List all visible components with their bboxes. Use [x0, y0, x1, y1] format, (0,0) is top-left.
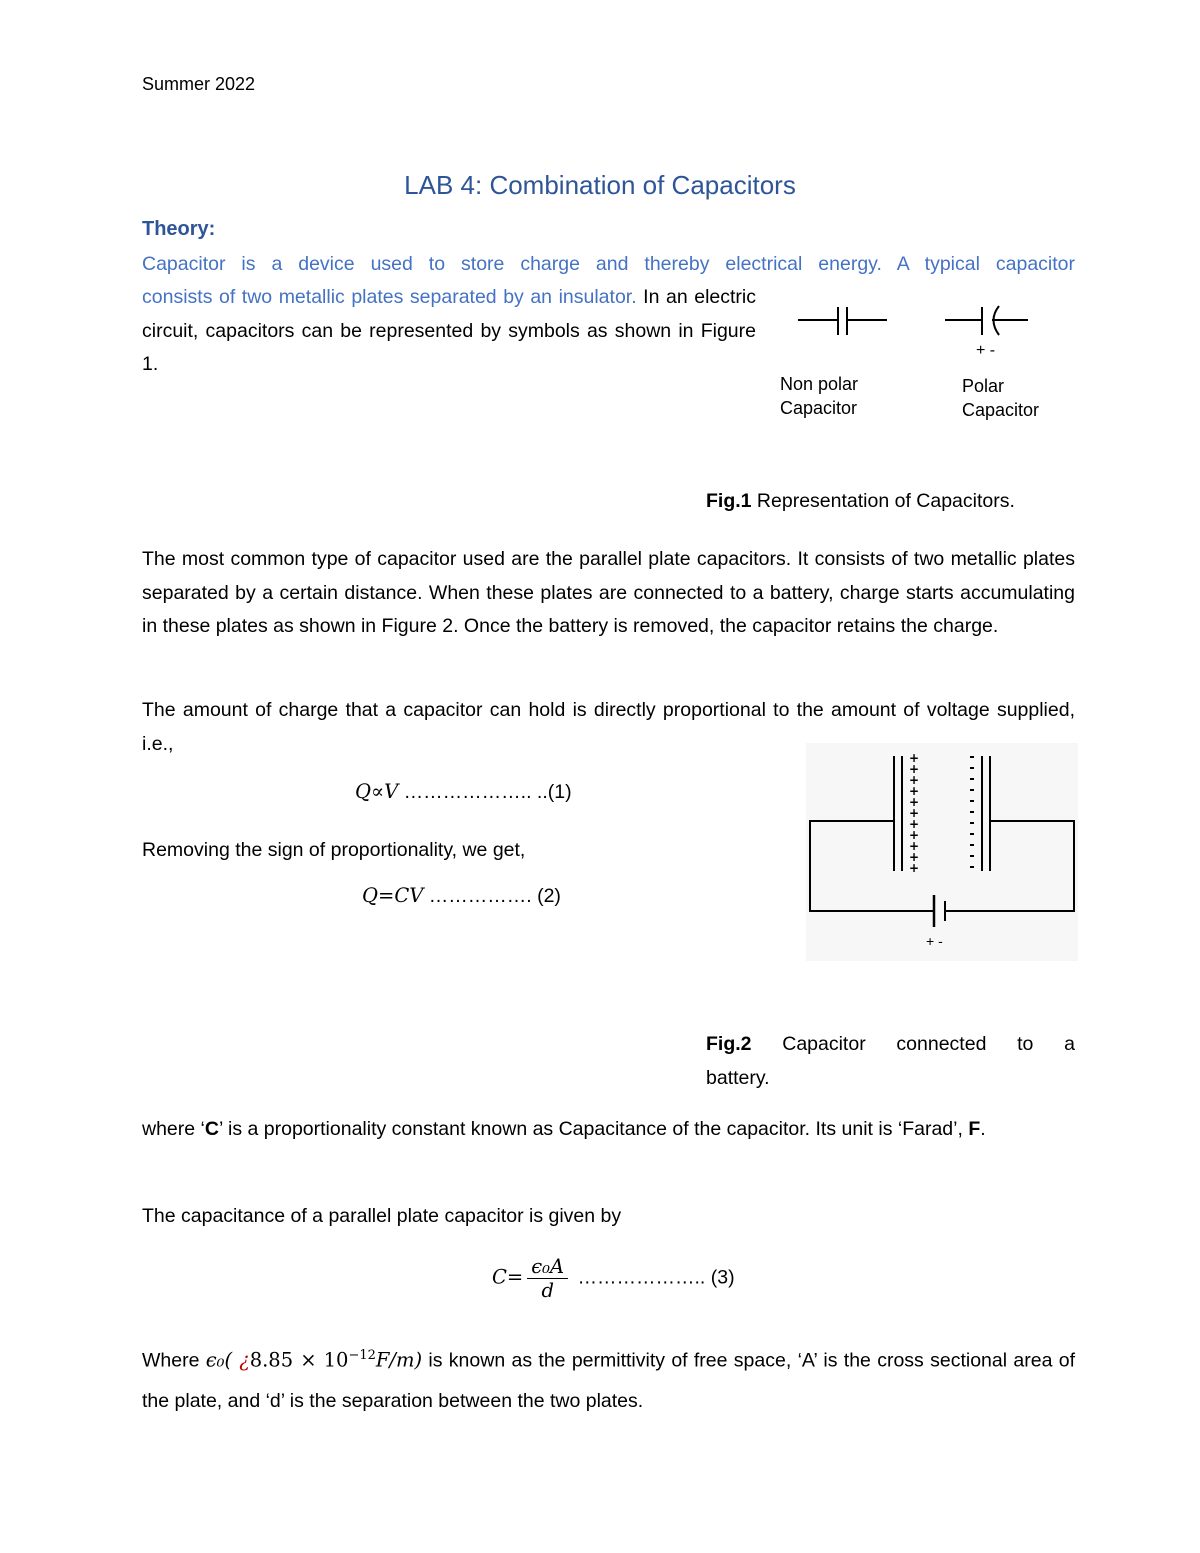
svg-text:+: + — [909, 773, 920, 787]
equation-2-dots: ……………. (2) — [423, 885, 561, 907]
polar-signs: + - — [976, 342, 996, 359]
paragraph-proportional: The amount of charge that a capacitor can hold is directly proportional to the amount of voltage supplied, i.e., — [142, 699, 1075, 755]
polar-capacitor-symbol — [945, 306, 1028, 335]
equation-2-expr: Q=CV — [362, 884, 424, 907]
paragraph-where-c — [142, 1113, 1075, 1147]
figure1-caption — [706, 490, 1015, 513]
permittivity-exponent: −12 — [348, 1348, 376, 1363]
paragraph-removing: Removing the sign of proportionality, we get, — [142, 839, 526, 861]
svg-text:+: + — [909, 839, 920, 853]
page-title: LAB 4: Combination of Capacitors — [404, 170, 796, 200]
text-segment: ) — [414, 1348, 423, 1372]
equation-1-expr: Q∝V — [355, 780, 399, 803]
svg-text:+: + — [909, 828, 920, 842]
svg-text:+: + — [909, 861, 920, 875]
equation-1 — [355, 780, 572, 804]
polar-label-1: Polar — [962, 376, 1005, 396]
svg-text:+: + — [909, 817, 920, 831]
permittivity-unit: F/m — [375, 1348, 415, 1372]
equation-3-dots: ……………….. (3) — [572, 1266, 735, 1289]
svg-text:+: + — [909, 762, 920, 776]
equation-3-denominator: d — [541, 1279, 554, 1302]
text-segment: where ‘ — [142, 1118, 205, 1140]
figure2-caption-word: to — [1017, 1033, 1034, 1055]
equation-3-lhs: C= — [492, 1265, 524, 1289]
figure2-caption-line2: battery. — [706, 1066, 770, 1089]
nonpolar-label-2: Capacitor — [780, 398, 858, 418]
stray-glyph: ¿ — [239, 1348, 250, 1372]
equation-3-numerator: ϵ₀A — [527, 1255, 568, 1279]
text-segment: Where — [142, 1349, 206, 1372]
figure2-caption-word: a — [1064, 1033, 1075, 1055]
nonpolar-label-1: Non polar — [780, 374, 859, 394]
paragraph-permittivity — [142, 1336, 1075, 1421]
figure2-caption-word: connected — [896, 1033, 987, 1055]
figure1-caption-text: Representation of Capacitors. — [751, 490, 1015, 512]
permittivity-value: 8.85 × 10 — [249, 1348, 349, 1372]
svg-text:+: + — [909, 806, 920, 820]
figure2-circuit — [806, 743, 1078, 961]
paragraph-parallel-plate: The most common type of capacitor used are the parallel plate capacitors. It consists of two metallic plates separated by a certain distance. When these plates are connected to a battery, charge starts accumulating in these plates as shown in Figure 2. Once the battery is removed, the capacitor retains the charge. — [142, 548, 1075, 637]
symbol-f: F — [968, 1118, 981, 1140]
polar-label-2: Capacitor — [962, 400, 1040, 420]
positive-charges — [909, 751, 919, 875]
equation-3-fraction — [527, 1255, 568, 1302]
figure2-caption-word: Capacitor — [782, 1033, 866, 1055]
theory-intro-black: In an electric circuit, capacitors can be represented by symbols as shown in Figure 1. — [142, 286, 756, 375]
svg-text:+: + — [909, 784, 920, 798]
figure2-caption — [706, 1028, 1075, 1095]
svg-text:+: + — [909, 795, 920, 809]
theory-heading: Theory: — [142, 218, 216, 240]
battery-signs: + - — [926, 933, 943, 949]
text-segment: . — [980, 1118, 986, 1140]
theory-intro-rest — [142, 281, 756, 382]
text-segment: ’ is a proportionality constant known as Capacitance of the capacitor. Its unit is ‘Farad’, — [218, 1118, 969, 1140]
symbol-c: C — [204, 1118, 219, 1140]
text-segment: ( — [224, 1348, 240, 1372]
figure2-caption-bold: Fig.2 — [706, 1033, 752, 1055]
nonpolar-capacitor-symbol — [798, 307, 887, 335]
text-segment: is known as the permittivity of free space, ‘A’ is the cross sectional area of the plate, and ‘d’ is the separation between the two plates. — [142, 1349, 1075, 1412]
theory-intro-line1: Capacitor is a device used to store charge and thereby electrical energy. A typical capacitor — [142, 253, 1075, 275]
theory-intro-blue: consists of two metallic plates separated by an insulator. — [142, 286, 637, 308]
figure1-symbols — [780, 295, 1080, 430]
epsilon-symbol: ϵ₀ — [205, 1348, 225, 1372]
header-term: Summer 2022 — [142, 74, 256, 94]
equation-1-dots: ……………….. ..(1) — [398, 781, 572, 803]
svg-text:+: + — [909, 850, 920, 864]
svg-text:+: + — [909, 751, 920, 765]
equation-2 — [362, 884, 561, 908]
equation-3 — [492, 1255, 735, 1302]
figure1-caption-bold: Fig.1 — [706, 490, 752, 512]
paragraph-capacitance: The capacitance of a parallel plate capacitor is given by — [142, 1205, 622, 1227]
